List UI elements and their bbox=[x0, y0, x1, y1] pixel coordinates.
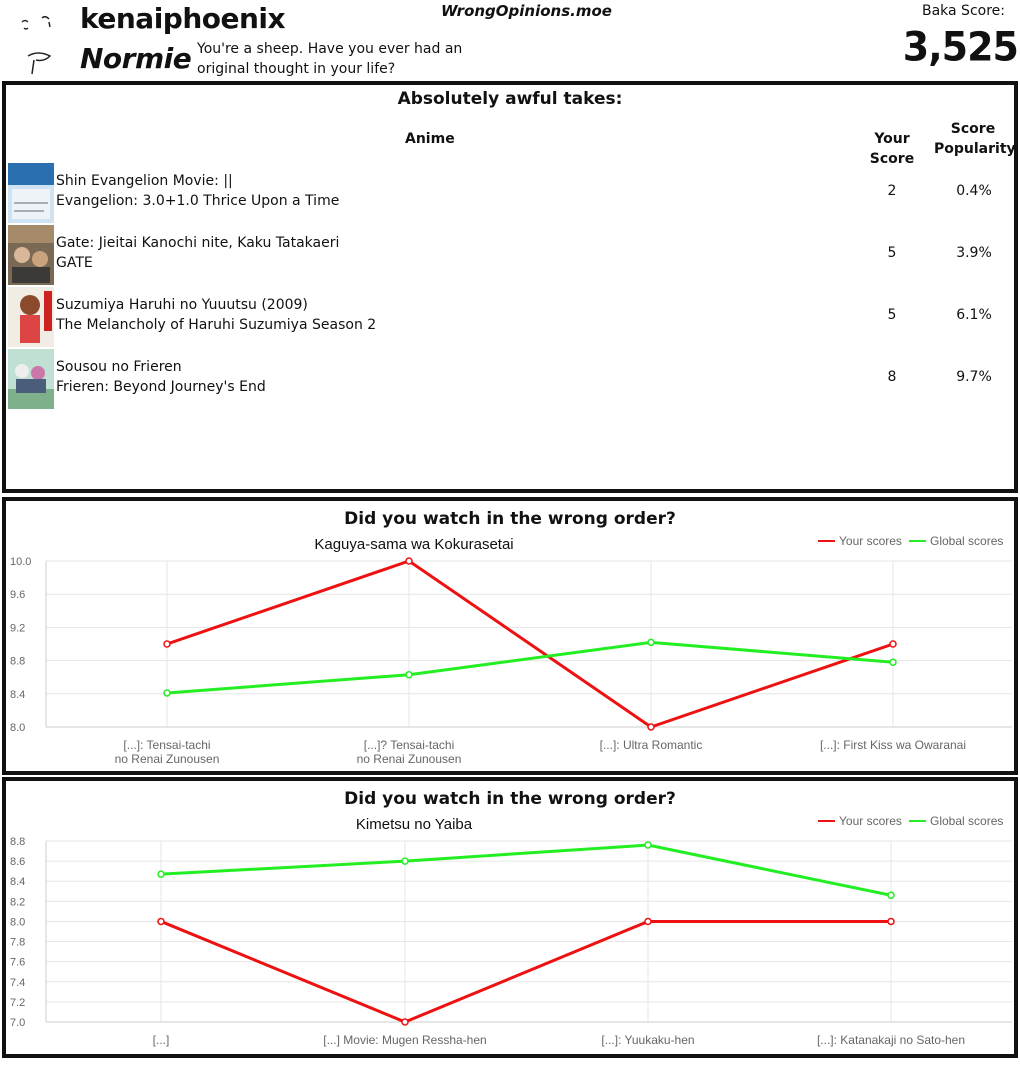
series-line bbox=[167, 561, 893, 727]
wrong-order-heading: Did you watch in the wrong order? bbox=[344, 509, 676, 529]
site-title[interactable]: WrongOpinions.moe bbox=[441, 2, 612, 20]
data-point bbox=[890, 659, 896, 665]
your-score: 8 bbox=[887, 369, 897, 385]
baka-score-label: Baka Score: bbox=[921, 3, 1005, 19]
legend-label: Your scores bbox=[839, 814, 902, 828]
user-avatar[interactable] bbox=[14, 4, 72, 76]
data-point bbox=[402, 1019, 408, 1025]
rank-title: Normie bbox=[80, 42, 192, 75]
data-point bbox=[164, 641, 170, 647]
data-point bbox=[406, 672, 412, 678]
data-point bbox=[406, 558, 412, 564]
anime-title-english: Evangelion: 3.0+1.0 Thrice Upon a Time bbox=[56, 193, 340, 209]
x-tick-label: [...]: Ultra Romantic bbox=[599, 738, 703, 752]
y-tick-label: 7.8 bbox=[10, 936, 26, 949]
y-tick-label: 7.4 bbox=[10, 976, 26, 989]
data-point bbox=[648, 724, 654, 730]
anime-title-romaji[interactable]: Shin Evangelion Movie: || bbox=[56, 173, 233, 189]
wrong-order-line-chart bbox=[6, 531, 1014, 771]
y-tick-label: 8.4 bbox=[10, 876, 26, 889]
legend-label: Global scores bbox=[930, 534, 1004, 548]
wrong-order-line-chart bbox=[6, 811, 1014, 1054]
data-point bbox=[645, 842, 651, 848]
y-tick-label: 7.6 bbox=[10, 956, 26, 969]
your-score: 5 bbox=[887, 245, 897, 261]
data-point bbox=[158, 918, 164, 924]
x-tick-label: [...]: First Kiss wa Owaranai bbox=[819, 738, 967, 752]
legend-label: Your scores bbox=[839, 534, 902, 548]
score-popularity: 6.1% bbox=[956, 307, 992, 323]
column-header-anime: Anime bbox=[405, 131, 455, 147]
awful-takes-title: Absolutely awful takes: bbox=[397, 89, 623, 109]
anime-title-romaji[interactable]: Gate: Jieitai Kanochi nite, Kaku Tatakaeri bbox=[56, 235, 340, 251]
data-point bbox=[158, 871, 164, 877]
y-tick-label: 8.0 bbox=[10, 722, 26, 734]
data-point bbox=[888, 918, 894, 924]
legend-label: Global scores bbox=[930, 814, 1004, 828]
baka-score-value: 3,525 bbox=[902, 23, 1018, 71]
wrong-order-panel bbox=[2, 777, 1018, 1058]
series-line bbox=[161, 921, 891, 1022]
anime-title-romaji[interactable]: Sousou no Frieren bbox=[56, 359, 182, 375]
column-header-score-popularity: Score Popularity bbox=[934, 121, 1016, 157]
profile-header bbox=[0, 0, 1020, 80]
y-tick-label: 8.2 bbox=[10, 896, 26, 909]
x-tick-label: [...] bbox=[152, 1033, 170, 1047]
your-score: 5 bbox=[887, 307, 897, 323]
data-point bbox=[645, 918, 651, 924]
x-tick-label: [...]: Yuukaku-hen bbox=[601, 1033, 695, 1047]
y-tick-label: 9.2 bbox=[10, 622, 26, 635]
x-tick-label: [...]: Tensai-tachi no Renai Zunousen bbox=[114, 738, 220, 766]
wrong-order-panel bbox=[2, 497, 1018, 775]
take-row[interactable] bbox=[8, 349, 1012, 409]
x-tick-label: [...] Movie: Mugen Ressha-hen bbox=[323, 1033, 487, 1047]
y-tick-label: 8.6 bbox=[10, 856, 26, 869]
y-tick-label: 8.8 bbox=[10, 655, 26, 668]
score-popularity: 9.7% bbox=[956, 369, 992, 385]
score-popularity: 0.4% bbox=[956, 183, 992, 199]
y-tick-label: 10.0 bbox=[10, 556, 32, 568]
column-header-your-score: Your Score bbox=[869, 131, 915, 167]
x-tick-label: [...]: Katanakaji no Sato-hen bbox=[816, 1033, 966, 1047]
y-tick-label: 9.6 bbox=[10, 589, 26, 602]
anime-cover-image[interactable] bbox=[8, 163, 54, 223]
anime-cover-image[interactable] bbox=[8, 287, 54, 347]
data-point bbox=[402, 858, 408, 864]
chart-subtitle: Kimetsu no Yaiba bbox=[355, 816, 473, 833]
data-point bbox=[890, 641, 896, 647]
anime-title-english: Frieren: Beyond Journey's End bbox=[56, 379, 266, 395]
data-point bbox=[648, 639, 654, 645]
your-score: 2 bbox=[887, 183, 897, 199]
take-row[interactable] bbox=[8, 163, 1012, 223]
series-line bbox=[167, 642, 893, 693]
series-line bbox=[161, 845, 891, 895]
y-tick-label: 8.0 bbox=[10, 916, 26, 929]
anime-title-english: GATE bbox=[56, 255, 93, 271]
y-tick-label: 8.4 bbox=[10, 688, 26, 701]
chart-subtitle: Kaguya-sama wa Kokurasetai bbox=[314, 536, 514, 553]
data-point bbox=[164, 690, 170, 696]
rank-description: You're a sheep. Have you ever had an original thought in your life? bbox=[197, 41, 463, 77]
score-popularity: 3.9% bbox=[956, 245, 992, 261]
data-point bbox=[888, 892, 894, 898]
take-row[interactable] bbox=[8, 225, 1012, 285]
anime-title-romaji[interactable]: Suzumiya Haruhi no Yuuutsu (2009) bbox=[56, 297, 308, 313]
y-tick-label: 8.8 bbox=[10, 836, 26, 848]
take-row[interactable] bbox=[8, 287, 1012, 347]
anime-cover-image[interactable] bbox=[8, 225, 54, 285]
anime-cover-image[interactable] bbox=[8, 349, 54, 409]
awful-takes-panel bbox=[2, 81, 1018, 493]
username[interactable]: kenaiphoenix bbox=[80, 2, 286, 35]
x-tick-label: [...]? Tensai-tachi no Renai Zunousen bbox=[356, 738, 462, 766]
wrong-order-heading: Did you watch in the wrong order? bbox=[344, 789, 676, 809]
anime-title-english: The Melancholy of Haruhi Suzumiya Season 2 bbox=[56, 317, 377, 333]
y-tick-label: 7.2 bbox=[10, 996, 26, 1009]
y-tick-label: 7.0 bbox=[10, 1017, 26, 1029]
